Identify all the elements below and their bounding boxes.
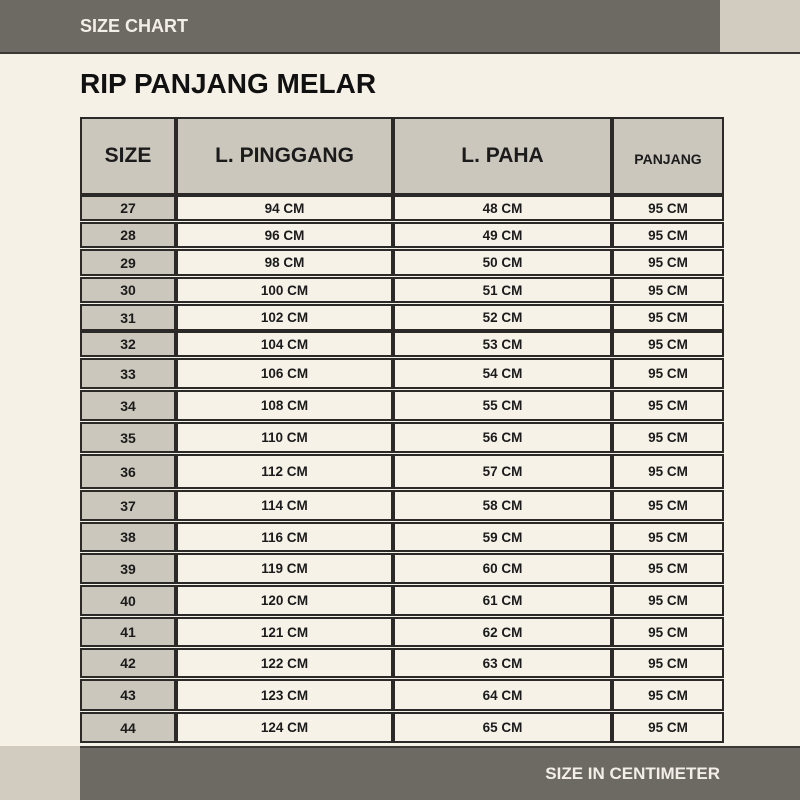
cell-thigh: 64 CM xyxy=(393,679,612,711)
cell-length: 95 CM xyxy=(612,277,724,303)
cell-thigh: 48 CM xyxy=(393,195,612,221)
cell-size: 42 xyxy=(80,648,176,678)
cell-thigh: 50 CM xyxy=(393,249,612,276)
cell-size: 38 xyxy=(80,522,176,552)
bottom-banner xyxy=(80,746,800,800)
column-header-waist: L. PINGGANG xyxy=(176,117,393,195)
cell-size: 28 xyxy=(80,222,176,248)
column-header-thigh: L. PAHA xyxy=(393,117,612,195)
cell-thigh: 58 CM xyxy=(393,490,612,521)
cell-size: 27 xyxy=(80,195,176,221)
cell-size: 32 xyxy=(80,331,176,357)
cell-size: 30 xyxy=(80,277,176,303)
cell-length: 95 CM xyxy=(612,712,724,743)
cell-waist: 108 CM xyxy=(176,390,393,421)
cell-size: 31 xyxy=(80,304,176,331)
cell-size: 35 xyxy=(80,422,176,453)
cell-thigh: 49 CM xyxy=(393,222,612,248)
cell-thigh: 52 CM xyxy=(393,304,612,331)
cell-length: 95 CM xyxy=(612,249,724,276)
cell-size: 43 xyxy=(80,679,176,711)
cell-length: 95 CM xyxy=(612,222,724,248)
cell-thigh: 65 CM xyxy=(393,712,612,743)
cell-size: 44 xyxy=(80,712,176,743)
cell-length: 95 CM xyxy=(612,679,724,711)
cell-thigh: 51 CM xyxy=(393,277,612,303)
cell-thigh: 63 CM xyxy=(393,648,612,678)
cell-thigh: 54 CM xyxy=(393,358,612,389)
cell-waist: 123 CM xyxy=(176,679,393,711)
cell-waist: 124 CM xyxy=(176,712,393,743)
cell-size: 34 xyxy=(80,390,176,421)
cell-length: 95 CM xyxy=(612,454,724,489)
cell-length: 95 CM xyxy=(612,490,724,521)
cell-length: 95 CM xyxy=(612,617,724,647)
cell-size: 29 xyxy=(80,249,176,276)
cell-length: 95 CM xyxy=(612,422,724,453)
top-banner xyxy=(0,0,720,54)
cell-waist: 100 CM xyxy=(176,277,393,303)
cell-waist: 110 CM xyxy=(176,422,393,453)
cell-length: 95 CM xyxy=(612,648,724,678)
cell-size: 37 xyxy=(80,490,176,521)
cell-length: 95 CM xyxy=(612,553,724,584)
cell-thigh: 62 CM xyxy=(393,617,612,647)
page-title: RIP PANJANG MELAR xyxy=(80,68,377,99)
column-header-size: SIZE xyxy=(80,117,176,195)
cell-length: 95 CM xyxy=(612,331,724,357)
cell-waist: 112 CM xyxy=(176,454,393,489)
cell-thigh: 57 CM xyxy=(393,454,612,489)
top-divider xyxy=(720,52,800,54)
cell-length: 95 CM xyxy=(612,195,724,221)
cell-waist: 121 CM xyxy=(176,617,393,647)
cell-thigh: 61 CM xyxy=(393,585,612,616)
cell-size: 40 xyxy=(80,585,176,616)
cell-size: 41 xyxy=(80,617,176,647)
cell-waist: 104 CM xyxy=(176,331,393,357)
cell-waist: 96 CM xyxy=(176,222,393,248)
cell-size: 39 xyxy=(80,553,176,584)
cell-waist: 114 CM xyxy=(176,490,393,521)
cell-waist: 122 CM xyxy=(176,648,393,678)
cell-length: 95 CM xyxy=(612,390,724,421)
column-header-length: PANJANG xyxy=(612,117,724,195)
cell-waist: 98 CM xyxy=(176,249,393,276)
bottom-accent-box xyxy=(0,746,80,800)
cell-thigh: 60 CM xyxy=(393,553,612,584)
cell-length: 95 CM xyxy=(612,358,724,389)
unit-label: SIZE IN CENTIMETER xyxy=(545,764,720,783)
cell-length: 95 CM xyxy=(612,522,724,552)
cell-waist: 102 CM xyxy=(176,304,393,331)
cell-size: 33 xyxy=(80,358,176,389)
cell-length: 95 CM xyxy=(612,585,724,616)
cell-waist: 120 CM xyxy=(176,585,393,616)
cell-waist: 106 CM xyxy=(176,358,393,389)
cell-length: 95 CM xyxy=(612,304,724,331)
cell-waist: 94 CM xyxy=(176,195,393,221)
top-accent-box xyxy=(720,0,800,52)
cell-thigh: 55 CM xyxy=(393,390,612,421)
size-chart-label: SIZE CHART xyxy=(80,16,188,36)
cell-waist: 119 CM xyxy=(176,553,393,584)
cell-thigh: 53 CM xyxy=(393,331,612,357)
cell-thigh: 59 CM xyxy=(393,522,612,552)
cell-size: 36 xyxy=(80,454,176,489)
cell-waist: 116 CM xyxy=(176,522,393,552)
cell-thigh: 56 CM xyxy=(393,422,612,453)
